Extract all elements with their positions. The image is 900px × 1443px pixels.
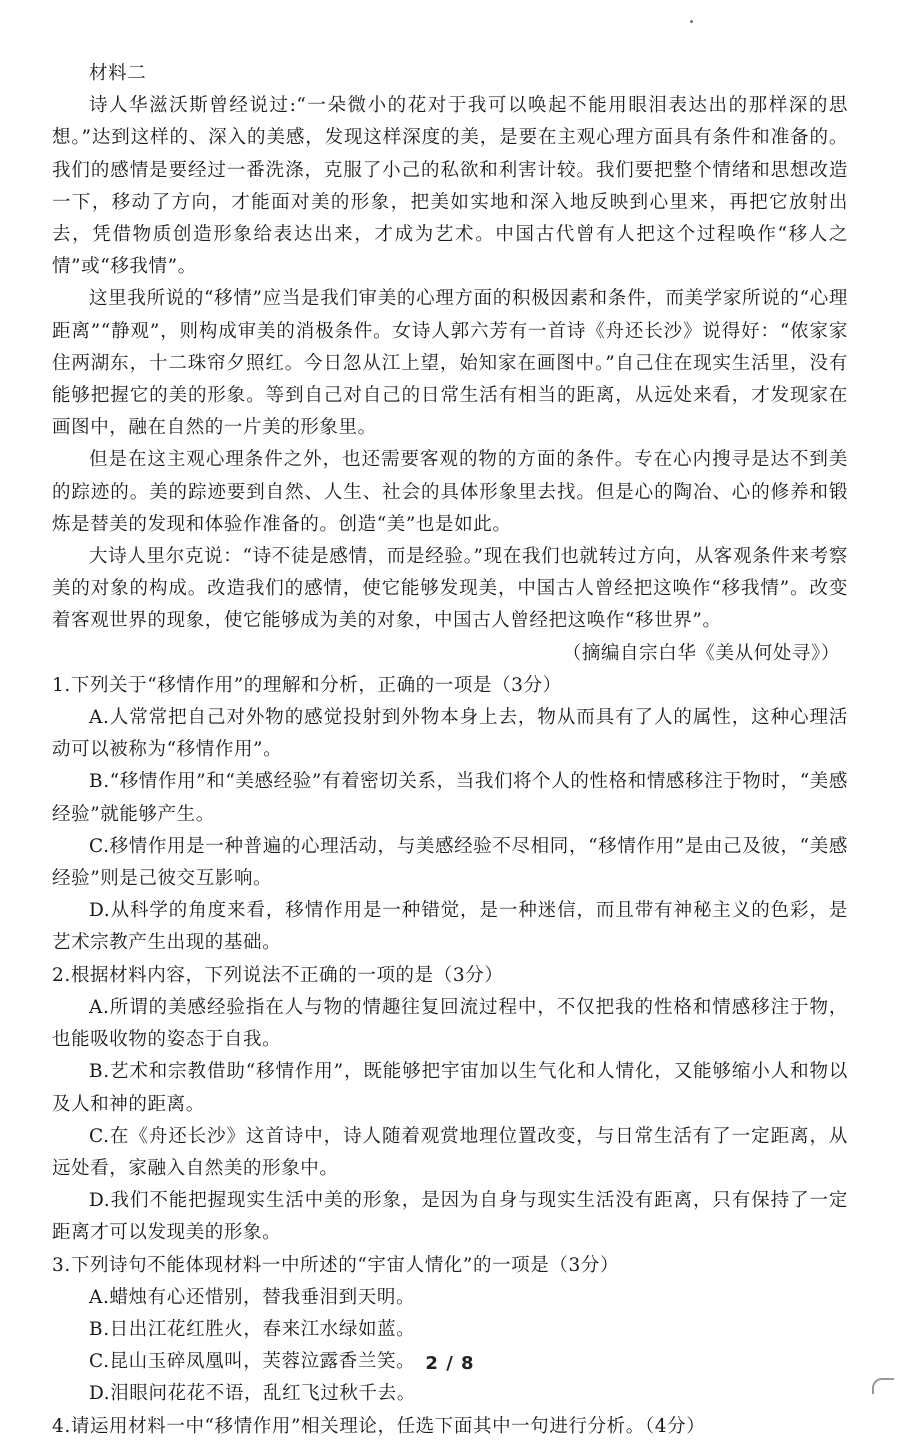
option-b: B.日出江花红胜火，春来江水绿如蓝。	[89, 1318, 416, 1340]
option-b: B.“移情作用”和“美感经验”有着密切关系，当我们将个人的性格和情感移注于物时，“美感经验”就能够产生。	[52, 771, 848, 825]
option-c: C.在《舟还长沙》这首诗中，诗人随着观赏地理位置改变，与日常生活有了一定距离，从远处看，家融入自然美的形象中。	[52, 1125, 848, 1179]
option-c: C.移情作用是一种普遍的心理活动，与美感经验不尽相同，“移情作用”是由己及彼，“美感经验”则是己彼交互影响。	[52, 835, 848, 890]
question-2	[52, 960, 848, 1250]
question-stem: 3.下列诗句不能体现材料一中所述的“宇宙人情化”的一项是（3分）	[52, 1254, 620, 1276]
option-a: A.蜡烛有心还惜别，替我垂泪到天明。	[89, 1286, 416, 1308]
option-d: D.泪眼问花花不语，乱红飞过秋千去。	[89, 1383, 416, 1405]
option-b: B.艺术和宗教借助“移情作用”，既能够把宇宙加以生气化和人情化，又能够缩小人和物以及人和神的距离。	[52, 1061, 848, 1115]
option-a: A.所谓的美感经验指在人与物的情趣往复回流过程中，不仅把我的性格和情感移注于物，也能吸收物的姿态于自我。	[52, 996, 848, 1051]
scan-corner-mark	[872, 1378, 894, 1394]
question-1	[52, 670, 848, 960]
option-a: A.人常常把自己对外物的感觉投射到外物本身上去，物从而具有了人的属性，这种心理活动可以被称为“移情作用”。	[52, 707, 848, 761]
question-4	[52, 1411, 848, 1443]
material-paragraph-1: 诗人华滋沃斯曾经说过:“一朵微小的花对于我可以唤起不能用眼泪表达出的那样深的思想。”达到这样的、深入的美感，发现这样深度的美，是要在主观心理方面具有条件和准备的。我们的感情是要经过一番洗涤，克服了小己的私欲和利害计较。我们要把整个情绪和思想改造一下，移动了方向，才能面对美的形象，把美如实地和深入地反映到心里来，再把它放射出去，凭借物质创造形象给表达出来，才成为艺术。中国古代曾有人把这个过程唤作“移人之情”或“移我情”。	[52, 95, 848, 278]
page-content	[52, 58, 848, 1443]
question-3	[52, 1250, 848, 1411]
material-source: （摘编自宗白华《美从何处寻》）	[562, 642, 840, 664]
question-stem: 4.请运用材料一中“移情作用”相关理论，任选下面其中一句进行分析。（4分）	[52, 1415, 706, 1437]
option-d: D.从科学的角度来看，移情作用是一种错觉，是一种迷信，而且带有神秘主义的色彩，是艺术宗教产生出现的基础。	[52, 900, 848, 954]
material-paragraph-4: 大诗人里尔克说：“诗不徒是感情，而是经验。”现在我们也就转过方向，从客观条件来考察美的对象的构成。改造我们的感情，使它能够发现美，中国古人曾经把这唤作“移我情”。改变着客观世界的现象，使它能够成为美的对象，中国古人曾经把这唤作“移世界”。	[52, 546, 848, 632]
option-c: C.昆山玉碎凤凰叫，芙蓉泣露香兰笑。	[89, 1351, 416, 1373]
question-stem: 1.下列关于“移情作用”的理解和分析，正确的一项是（3分）	[52, 674, 562, 696]
page-number: 2 / 8	[425, 1353, 475, 1374]
material-paragraph-2: 这里我所说的“移情”应当是我们审美的心理方面的积极因素和条件，而美学家所说的“心理距离”“静观”，则构成审美的消极条件。女诗人郭六芳有一首诗《舟还长沙》说得好：“侬家家住两湖东，十二珠帘夕照红。今日忽从江上望，始知家在画图中。”自己住在现实生活里，没有能够把握它的美的形象。等到自己对自己的日常生活有相当的距离，从远处来看，才发现家在画图中，融在自然的一片美的形象里。	[52, 288, 848, 439]
material-heading: 材料二	[89, 63, 147, 84]
material-paragraph-3: 但是在这主观心理条件之外，也还需要客观的物的方面的条件。专在心内搜寻是达不到美的踪迹的。美的踪迹要到自然、人生、社会的具体形象里去找。但是心的陶冶、心的修养和锻炼是替美的发现和体验作准备的。创造“美”也是如此。	[52, 449, 848, 535]
question-stem: 2.根据材料内容，下列说法不正确的一项的是（3分）	[52, 964, 504, 986]
scan-speck	[690, 20, 693, 23]
option-d: D.我们不能把握现实生活中美的形象，是因为自身与现实生活没有距离，只有保持了一定距离才可以发现美的形象。	[52, 1190, 848, 1244]
